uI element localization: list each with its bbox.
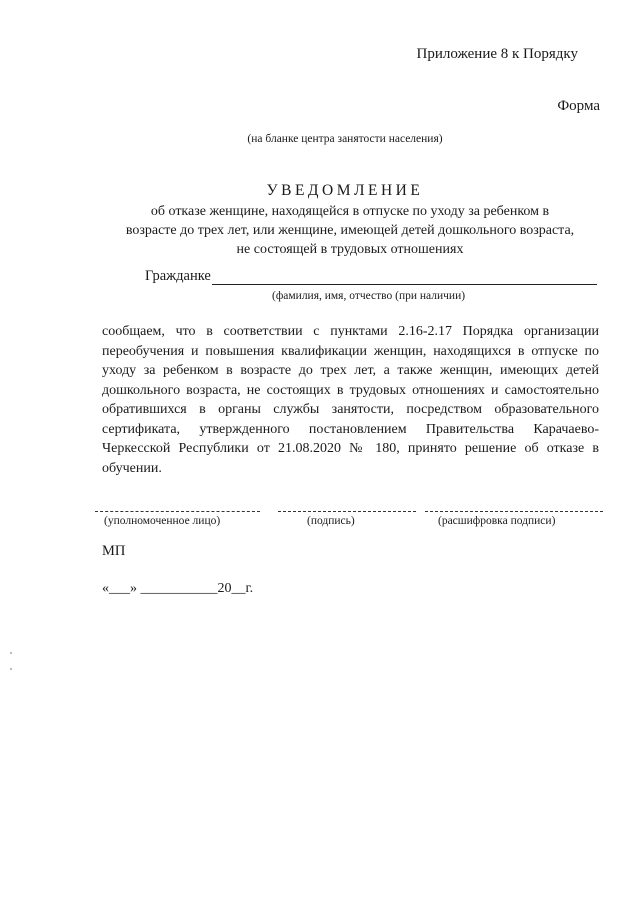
letterhead-note: (на бланке центра занятости населения) [247, 133, 443, 145]
citizen-name-field[interactable] [212, 284, 597, 285]
date-field[interactable]: «___» ___________20__г. [102, 581, 254, 596]
appendix-reference: Приложение 8 к Порядку [416, 46, 578, 62]
stamp-place: МП [102, 543, 126, 559]
signature-field[interactable] [278, 511, 416, 512]
notification-body: сообщаем, что в соответствии с пунктами 2.16-2.17 Порядка организации переобучения и повышения квалификации женщин, находящихся в отпуске по уходу за ребенком в возрасте до трех лет, а также женщин, имеющих детей дошкольного возраста, не состоящих в трудовых отношениях и самостоятельно обратившихся в органы службы занятости, посредством образовательного сертификата, утвержденного постановлением Правительства Карачаево-Черкесской Республики от 21.08.2020 № 180, принято решение об отказе в обучении. [102, 324, 599, 476]
authorized-person-field[interactable] [95, 511, 260, 512]
subtitle-line: возрасте до трех лет, или женщине, имеющей детей дошкольного возраста, [125, 223, 575, 238]
document-subtitle [90, 202, 610, 259]
signature-label: (подпись) [307, 515, 355, 527]
scan-speck [10, 652, 12, 654]
signature-decoding-label: (расшифровка подписи) [438, 515, 556, 527]
subtitle-line: не состоящей в трудовых отношениях [236, 242, 464, 257]
scan-speck [10, 668, 12, 670]
signature-decoding-field[interactable] [425, 511, 603, 512]
form-label: Форма [557, 98, 600, 114]
subtitle-line: об отказе женщине, находящейся в отпуске по уходу за ребенком в [150, 204, 550, 219]
authorized-person-label: (уполномоченное лицо) [104, 515, 221, 527]
document-title: УВЕДОМЛЕНИЕ [266, 182, 424, 199]
citizen-label: Гражданке [145, 268, 211, 284]
citizen-name-hint: (фамилия, имя, отчество (при наличии) [272, 290, 466, 302]
